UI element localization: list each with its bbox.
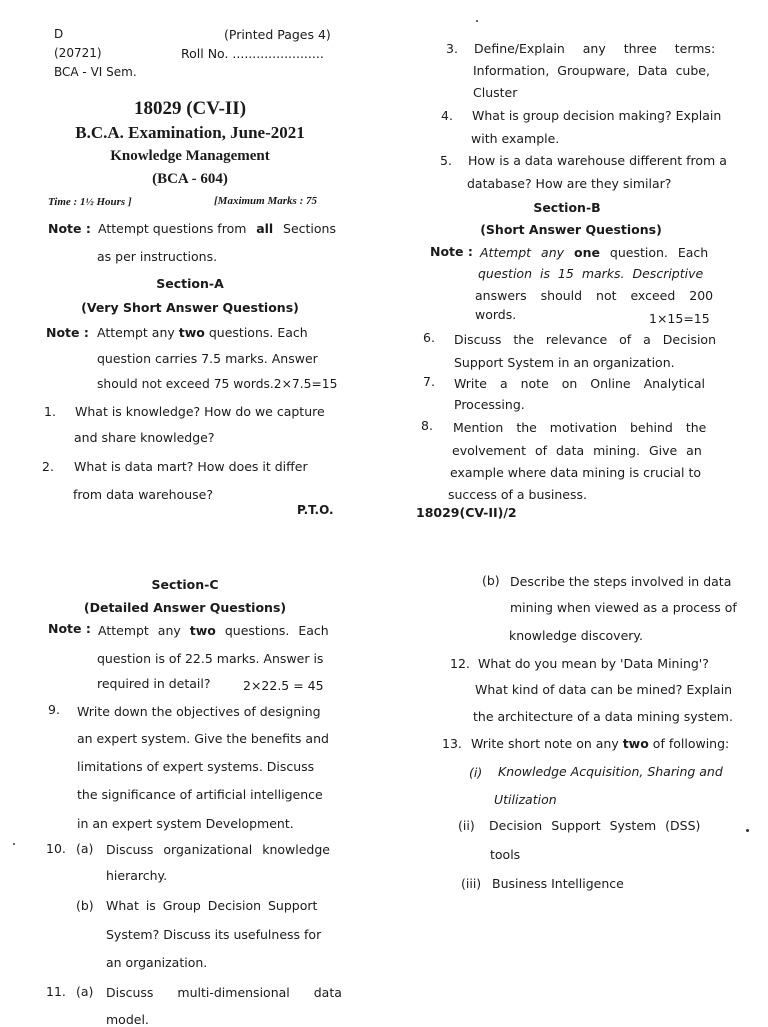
question-12-line-1: What do you mean by 'Data Mining'? [478,656,709,671]
general-note-label: Note : [48,221,91,236]
question-9-line-5: in an expert system Development. [77,816,294,831]
time-allowed: Time : 1½ Hours ] [48,196,132,208]
roll-number: Roll No. ....................... [181,46,324,61]
question-13-pre: Write short note on any [471,736,623,751]
paper-code-letter: D [54,27,64,41]
question-11b-line-2: mining when viewed as a process of [510,600,737,615]
class-label: BCA - VI Sem. [54,65,137,79]
general-note-pre: Attempt questions from [98,221,251,236]
section-a-subtitle: (Very Short Answer Questions) [81,300,299,315]
question-3-number: 3. [446,41,458,56]
subject-title: Knowledge Management [110,148,270,164]
question-5-number: 5. [440,153,452,168]
question-4-number: 4. [441,108,453,123]
question-5-line-2: database? How are they similar? [467,176,672,191]
question-10b-line-3: an organization. [106,955,208,970]
question-13-item-ii-text: Decision Support System (DSS) [489,818,701,833]
question-9-line-1: Write down the objectives of designing [77,704,321,719]
question-9-line-2: an expert system. Give the benefits and [77,731,329,746]
section-a-note-line-1 [97,325,334,340]
printed-pages: (Printed Pages 4) [224,27,331,42]
section-c-note-line-3: required in detail? [97,676,211,691]
question-7-line-1: Write a note on Online Analytical [454,376,705,391]
paper-code-number: (20721) [54,46,102,60]
general-note-post: Sections [279,221,336,236]
question-12-line-3: the architecture of a data mining system. [473,709,733,724]
question-12-line-2: What kind of data can be mined? Explain [475,682,733,697]
question-3-line-2: Information, Groupware, Data cube, [473,63,710,78]
question-11b-line-1: Describe the steps involved in data [510,574,732,589]
question-11-number: 11. [46,984,66,999]
question-13-item-iii-number: (iii) [461,876,482,891]
question-13-number: 13. [442,736,462,751]
question-9-line-4: the significance of artificial intelligence [77,787,323,802]
maximum-marks: [Maximum Marks : 75 [214,195,317,207]
page-footer-code: 18029(CV-II)/2 [416,505,517,520]
question-13-item-ii-number: (ii) [458,818,475,833]
section-c-note-line-2: question is of 22.5 marks. Answer is [97,651,324,666]
question-8-line-4: success of a business. [448,487,587,502]
question-10b-line-1: What is Group Decision Support [106,898,318,913]
scan-speck [746,829,749,832]
section-a-note-emph: two [178,325,205,340]
question-13-item-i-text-2: Utilization [494,792,557,807]
section-b-note-line-2-text: question is 15 marks. Descriptive [478,266,704,281]
section-c-marks: 2×22.5 = 45 [243,678,324,693]
question-8-line-1: Mention the motivation behind the [453,420,707,435]
section-a-note-post: questions. Each [204,325,308,340]
section-b-note-post: question. Each [599,245,709,260]
question-1-number: 1. [44,404,56,419]
section-b-marks: 1×15=15 [649,311,710,326]
section-b-note-emph: one [573,245,600,260]
section-c-note-emph: two [189,623,216,638]
question-11b-line-3: knowledge discovery. [509,628,643,643]
section-b-title: Section-B [533,200,601,215]
question-8-line-2: evolvement of data mining. Give an [452,443,702,458]
question-8-line-3: example where data mining is crucial to [450,465,702,480]
question-11a-line-1: Discuss multi-dimensional data [106,985,342,1000]
question-11b-part: (b) [482,573,500,588]
question-3-line-1: Define/Explain any three terms: [474,41,716,56]
question-13-item-i-text: Knowledge Acquisition, Sharing and [498,764,723,779]
question-9-line-3: limitations of expert systems. Discuss [77,759,315,774]
paper-title: 18029 (CV-II) [133,98,247,119]
section-c-note-line-1 [98,623,329,638]
general-note-line-1 [98,221,336,236]
question-4-line-2: with example. [471,131,560,146]
question-1-line-2: and share knowledge? [74,430,215,445]
question-10-number: 10. [46,841,66,856]
question-2-number: 2. [42,459,54,474]
section-c-note-label: Note : [48,621,91,636]
section-b-note-line-1 [480,245,710,260]
question-13-emph: two [622,736,649,751]
question-13-item-i-number: (i) [469,765,483,780]
question-10a-part: (a) [76,841,94,856]
section-b-note-line-3: answers should not exceed 200 [475,288,714,303]
section-b-subtitle: (Short Answer Questions) [480,222,662,237]
question-10b-line-2: System? Discuss its usefulness for [106,927,322,942]
scan-speck [13,843,15,845]
question-12-number: 12. [450,656,470,671]
question-6-line-2: Support System in an organization. [454,355,675,370]
question-3-line-3: Cluster [473,85,518,100]
section-a-note-label: Note : [46,325,89,340]
question-10b-part: (b) [76,898,94,913]
section-b-note-line-4: words. [475,307,517,322]
scan-speck [476,20,478,22]
question-11a-line-2: model. [106,1012,149,1027]
section-c-note-pre: Attempt any [98,623,190,638]
question-9-number: 9. [48,702,60,717]
general-note-line-2: as per instructions. [97,249,218,264]
section-a-note-line-2: question carries 7.5 marks. Answer [97,351,318,366]
question-7-number: 7. [423,374,435,389]
question-13-post: of following: [648,736,730,751]
section-b-note-pre: Attempt any [480,245,574,260]
question-6-line-1: Discuss the relevance of a Decision [454,332,716,347]
section-c-subtitle: (Detailed Answer Questions) [83,600,287,615]
question-10a-line-1: Discuss organizational knowledge [106,842,330,857]
question-8-number: 8. [421,418,433,433]
question-2-line-1: What is data mart? How does it differ [74,459,308,474]
course-code: (BCA - 604) [152,171,228,187]
question-13-item-ii-text-2: tools [490,847,521,862]
question-2-line-2: from data warehouse? [73,487,213,502]
exam-title: B.C.A. Examination, June-2021 [75,123,305,142]
question-1-line-1: What is knowledge? How do we capture [75,404,325,419]
section-a-note-line-3: should not exceed 75 words.2×7.5=15 [97,377,338,391]
general-note-emph: all [256,221,274,236]
page-turn-over: P.T.O. [297,503,334,517]
section-c-title: Section-C [151,577,219,592]
question-13-item-iii-text: Business Intelligence [492,876,624,891]
question-4-line-1: What is group decision making? Explain [472,108,722,123]
section-a-note-pre: Attempt any [97,325,179,340]
question-6-number: 6. [423,330,435,345]
question-5-line-1: How is a data warehouse different from a [468,153,727,168]
question-7-line-2: Processing. [454,397,525,412]
section-b-note-label: Note : [430,244,473,259]
question-11a-part: (a) [76,984,94,999]
question-13-line-1 [471,736,729,751]
section-b-note-line-2 [478,266,703,281]
question-10a-line-2: hierarchy. [106,868,168,883]
section-c-note-post: questions. Each [215,623,329,638]
section-a-title: Section-A [156,276,224,291]
